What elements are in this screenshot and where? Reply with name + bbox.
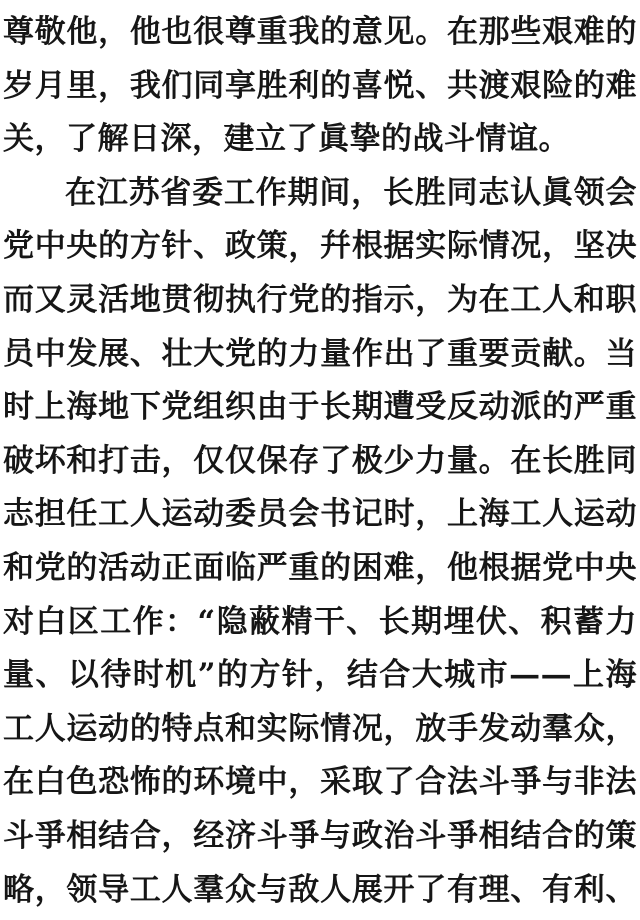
text-line: 尊敬他，他也很尊重我的意见。在那些艰难的	[3, 14, 637, 50]
text-line: 工人运动的特点和实际情况，放手发动羣众，	[3, 710, 637, 747]
text-line: 对白区工作：“隐蔽精干、长期埋伏、积蓄力	[3, 603, 637, 640]
text-line: 和党的活动正面临严重的困难，他根据党中央	[3, 549, 637, 586]
text-line-paragraph-end: 关，了解日深，建立了眞挚的战斗情谊。	[3, 121, 570, 158]
text-line: 时上海地下党组织由于长期遭受反动派的严重	[3, 389, 637, 426]
text-line: 员中发展、壮大党的力量作出了重要贡献。当	[3, 335, 637, 372]
text-line: 在白色恐怖的环境中，采取了合法斗爭与非法	[3, 764, 637, 801]
text-line: 略，领导工人羣众与敌人展开了有理、有利、	[3, 871, 637, 908]
text-line: 党中央的方针、政策，幷根据实际情况，坚决	[3, 228, 637, 265]
text-line: 量、以待时机”的方针，结合大城市——上海	[3, 657, 637, 694]
text-line: 而又灵活地贯彻执行党的指示，为在工人和职	[3, 281, 637, 318]
text-line-paragraph-start: 在江苏省委工作期间，长胜同志认眞领会	[65, 174, 637, 211]
text-line: 志担任工人运动委员会书记时，上海工人运动	[3, 496, 637, 533]
text-line: 岁月里，我们同享胜利的喜悦、共渡艰险的难	[3, 67, 637, 104]
text-line: 斗爭相结合，经济斗爭与政治斗爭相结合的策	[3, 817, 637, 854]
text-line: 破坏和打击，仅仅保存了极少力量。在长胜同	[3, 442, 637, 479]
